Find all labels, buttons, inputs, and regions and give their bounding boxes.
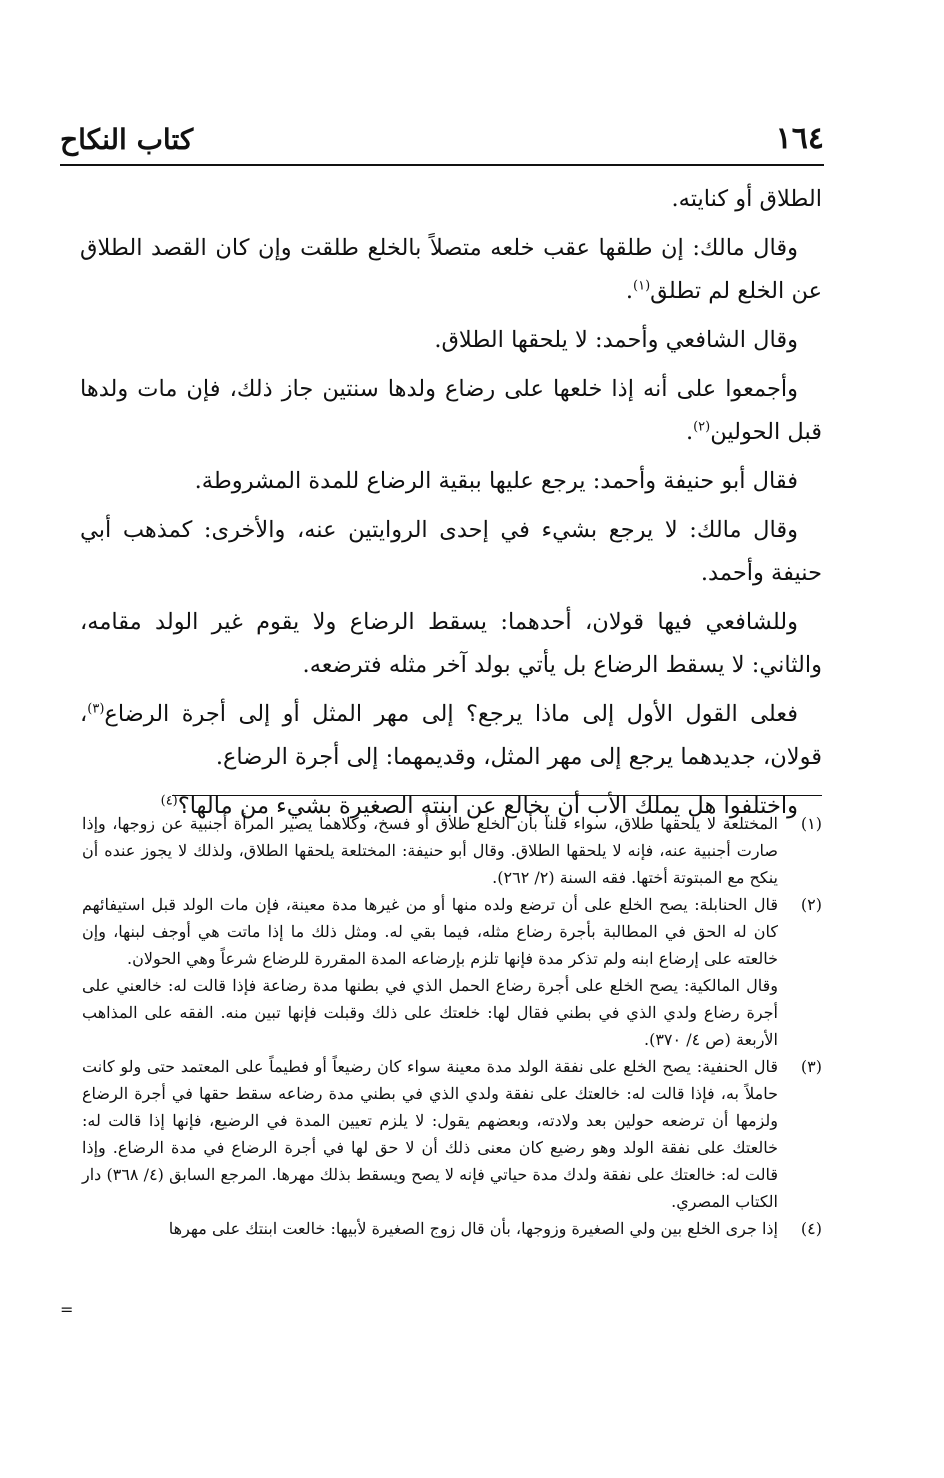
footnote-ref: (٣) <box>87 701 105 717</box>
paragraph: وللشافعي فيها قولان، أحدهما: يسقط الرضاع ولا يقوم غير الولد مقامه، والثاني: لا يسقط الرضاع بل يأتي بولد آخر مثله فترضعه. <box>80 609 822 678</box>
paragraph: وقال مالك: لا يرجع بشيء في إحدى الروايتين عنه، والأخرى: كمذهب أبي حنيفة وأحمد. <box>80 517 822 586</box>
footnotes <box>82 810 822 1242</box>
paragraph: واختلفوا هل يملك الأب أن يخالع عن ابنته الصغيرة بشيء من مالها؟$^{(٤)}$ <box>160 793 798 819</box>
footnote-number: (٤) <box>800 1219 822 1238</box>
footnote-text: المختلعة لا يلحقها طلاق، سواء قلنا بأن الخلع طلاق أو فسخ، وكلاهما يصير المرأة أجنبية عن زوجها، وإذا صارت أجنبية عنه، فإنه لا يلحقها الطلاق. وقال أبو حنيفة: المختلعة يلحقها الطلاق، ولذلك لا يجوز عنده أن ينكح مع المبتوتة أختها. فقه السنة (٢/ ٢٦٢). <box>82 814 779 887</box>
footnote-ref: (٢) <box>693 419 711 435</box>
footnote <box>82 810 822 891</box>
footnote <box>82 891 822 972</box>
footnote-ref: (١) <box>633 278 651 294</box>
book-title: كتاب النكاح <box>60 123 194 156</box>
footnote-number: (٢) <box>800 895 822 914</box>
paragraph: الطلاق أو كنايته. <box>671 186 822 212</box>
footnote-divider <box>172 795 822 796</box>
footnote-number: (٣) <box>800 1057 822 1076</box>
footnote-text: قال الحنابلة: يصح الخلع على أن ترضع ولده منها أو من غيرها مدة معينة، فإن مات الولد قبل استيفائهم كان له الحق في المطالبة بأجرة رضاع مثله، فيما بقي له. ومثل ذلك ما إذا ماتت هي أوجف لبنها، وإن خالعته على إرضاع ابنه ولم تذكر مدة فإنها تلزم بإرضاعه المدة المقررة للرضاع شرعاً وهي الحولان. <box>82 895 778 968</box>
footnote-number: (١) <box>800 814 822 833</box>
footnote <box>82 1053 822 1215</box>
footnote <box>82 1215 822 1242</box>
paragraph: وقال مالك: إن طلقها عقب خلعه متصلاً بالخلع طلقت وإن كان القصد الطلاق عن الخلع لم تطلق$^{(١)}$. <box>80 235 822 304</box>
paragraph: فعلى القول الأول إلى ماذا يرجع؟ إلى مهر المثل أو إلى أجرة الرضاع$^{(٣)}$، قولان، جديدهما يرجع إلى مهر المثل، وقديمهما: إلى أجرة الرضاع. <box>80 701 822 770</box>
main-text <box>80 178 822 834</box>
footnote-continuation: وقال المالكية: يصح الخلع على أجرة رضاع الحمل الذي في بطنها مدة رضاعة فإذا قالت له: خالعني على أجرة رضاع ولدي الذي في بطني فقال لها: خلعتك على ذلك وقبلت فإنها تبين منه. الفقه على المذاهب الأربعة (ص ٤/ ٣٧٠). <box>82 976 778 1049</box>
paragraph: وأجمعوا على أنه إذا خلعها على رضاع ولدها سنتين جاز ذلك، فإن مات ولدها قبل الحولين$^{(٢)}$. <box>80 376 822 445</box>
paragraph: فقال أبو حنيفة وأحمد: يرجع عليها ببقية الرضاع للمدة المشروطة. <box>194 468 798 494</box>
continuation-mark: = <box>60 1300 74 1319</box>
page-number: ١٦٤ <box>775 121 824 156</box>
page-header <box>60 110 824 166</box>
footnote-text: قال الحنفية: يصح الخلع على نفقة الولد مدة معينة سواء كان رضيعاً أو فطيماً على المعتمد حتى ولو كانت حاملاً به، فإذا قالت له: خالعتك على نفقة ولدي الذي في بطني مدة رضاعه سقط حقها في أجرة الرضاع ولزمها أن ترضعه حولين بعد ولادته، وبعضهم يقول: لا يلزم تعيين المدة في الرضيع، فإنها إذا قالت له: خالعتك على نفقة الولد وهو رضيع كان معنى ذلك أن لا حق لها في أجرة الرضاع في مدة الرضاع. وإذا قالت له: خالعتك على نفقة ولدك مدة حياتي فإنه لا يصح ويسقط بذلك مهرها. المرجع السابق (٤/ ٣٦٨) دار الكتاب المصري. <box>82 1057 779 1211</box>
footnote-ref: (٤) <box>160 793 178 809</box>
paragraph: وقال الشافعي وأحمد: لا يلحقها الطلاق. <box>434 327 798 353</box>
footnote-text: إذا جرى الخلع بين ولي الصغيرة وزوجها، بأن قال زوج الصغيرة لأبيها: خالعت ابنتك على مهرها <box>168 1219 778 1238</box>
